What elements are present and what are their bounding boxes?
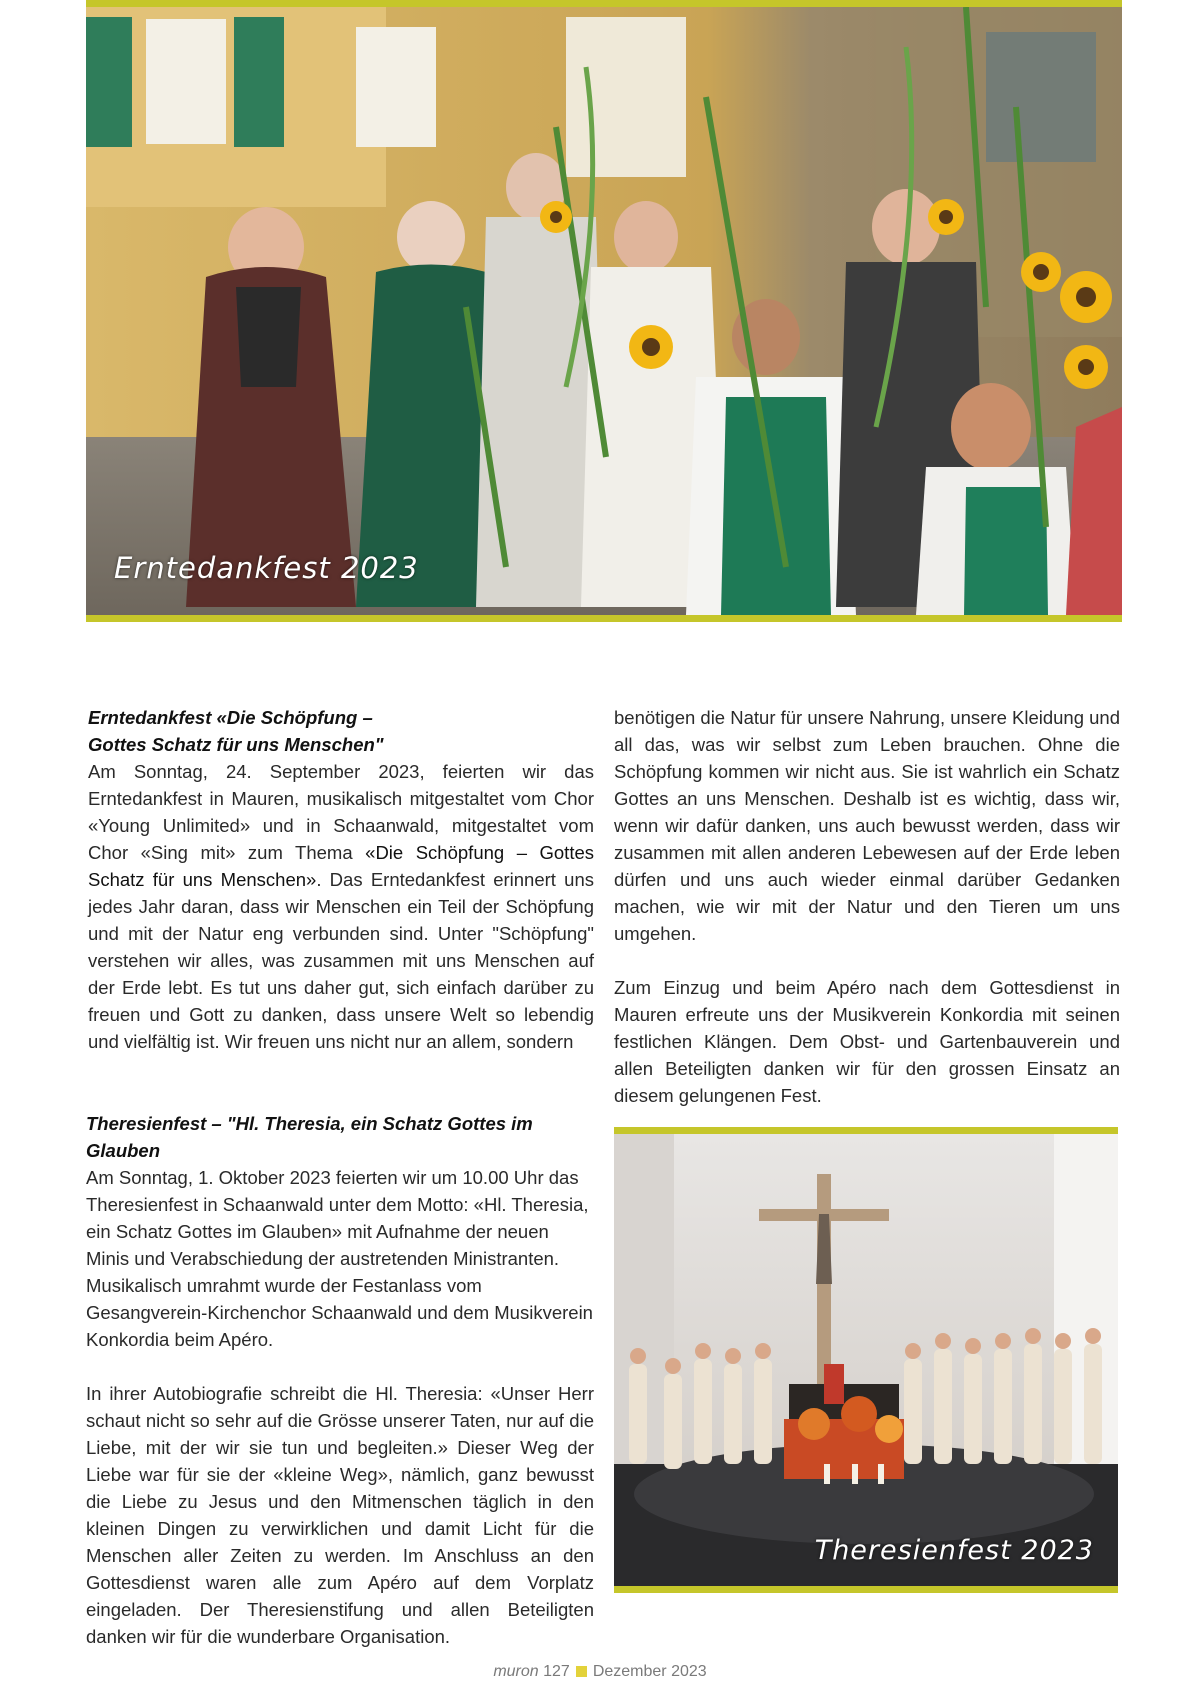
article-paragraph2: Zum Einzug und beim Apéro nach dem Gottesdienst in Mauren erfreute uns der Musikverein Konkordia mit seinen festlichen Klängen. Dem Obst- und Gartenbauverein und allen Beteiligten danken wir für den grossen Einsatz an diesem gelungenen Fest. — [614, 977, 1120, 1106]
article-body-rest: . Das Erntedankfest erinnert uns jedes Jahr daran, dass wir Menschen ein Teil der Schöpfung und mit der Natur eng verbunden sind. Unter "Schöpfung" verstehen wir alles, was zusammen mit uns Menschen auf der Erde lebt. Es tut uns daher gut, sich einfach darüber zu freuen und Gott zu danken, dass unsere Welt so lebendig und vielfältig ist. Wir freuen uns nicht nur an allem, sondern — [88, 869, 594, 1052]
photo-erntedankfest — [86, 0, 1122, 622]
article-erntedankfest-col1 — [88, 704, 594, 1055]
footer-date: Dezember 2023 — [592, 1663, 707, 1680]
article-body-theme: «Die Schöpfung – Gottes Schatz für uns Menschen» — [88, 842, 595, 890]
photo-caption: Erntedankfest 2023 — [114, 551, 419, 585]
footer-issue: 127 — [543, 1663, 570, 1680]
page-footer — [0, 1663, 1200, 1681]
article-heading-line2: Gottes Schatz für uns Menschen" — [88, 734, 384, 755]
footer-square-icon — [576, 1666, 587, 1677]
article2-paragraph2: In ihrer Autobiografie schreibt die Hl. Theresia: «Unser Herr schaut nicht so sehr auf die Grösse unserer Taten, nur auf die Liebe, mit der wir sie tun und begleiten.» Dieser Weg der Liebe war für sie der «kleine Weg», nämlich, ganz bewusst die Liebe zu Jesus und den Mitmenschen täglich in den kleinen Dingen zu verwirklichen und damit Licht für die Menschen aller Zeiten zu werden. Im Anschluss an den Gottesdienst waren alle zum Apéro auf dem Vorplatz eingeladen. Der Theresienstifung und allen Beteiligten danken wir für die wunderbare Organisation. — [86, 1383, 594, 1647]
article-theresienfest — [86, 1110, 594, 1650]
photo-caption: Theresienfest 2023 — [814, 1535, 1094, 1566]
article2-heading: Theresienfest – "Hl. Theresia, ein Schatz Gottes im Glauben — [86, 1113, 533, 1161]
article-body-start: Am Sonntag, 24. September 2023, feierten wir das Erntedankfest in Mauren, musikalisch mitgestaltet vom Chor «Young Unlimited» und in Schaanwald, mitgestaltet vom Chor «Sing mit» zum Thema — [88, 761, 594, 863]
footer-magazine: muron — [493, 1663, 539, 1680]
photo-theresienfest-image — [614, 1134, 1118, 1586]
article-heading-line1: Erntedankfest «Die Schöpfung – — [88, 707, 373, 728]
article2-paragraph1: Am Sonntag, 1. Oktober 2023 feierten wir um 10.00 Uhr das Theresienfest in Schaanwald unter dem Motto: «Hl. Theresia, ein Schatz Gottes im Glauben» mit Aufnahme der neuen Minis und Verabschiedung der austretenden Ministranten. Musikalisch umrahmt wurde der Festanlass vom Gesangverein-Kirchenchor Schaanwald und dem Musikverein Konkordia beim Apéro. — [86, 1167, 593, 1350]
photo-erntedankfest-image — [86, 7, 1122, 615]
photo-theresienfest — [614, 1127, 1118, 1593]
article-erntedankfest-col2 — [614, 704, 1120, 1109]
article-body-continued: benötigen die Natur für unsere Nahrung, unsere Kleidung und all das, was wir selbst zum Leben brauchen. Ohne die Schöpfung kommen wir nicht aus. Sie ist wahrlich ein Schatz Gottes an uns Menschen. Deshalb ist es wichtig, dass wir, wenn wir dafür danken, uns auch bewusst werden, dass wir zusammen mit allen anderen Lebewesen auf der Erde leben dürfen und uns auch wieder einmal darüber Gedanken machen, wie wir mit der Natur und den Tieren um uns umgehen. — [614, 707, 1121, 944]
